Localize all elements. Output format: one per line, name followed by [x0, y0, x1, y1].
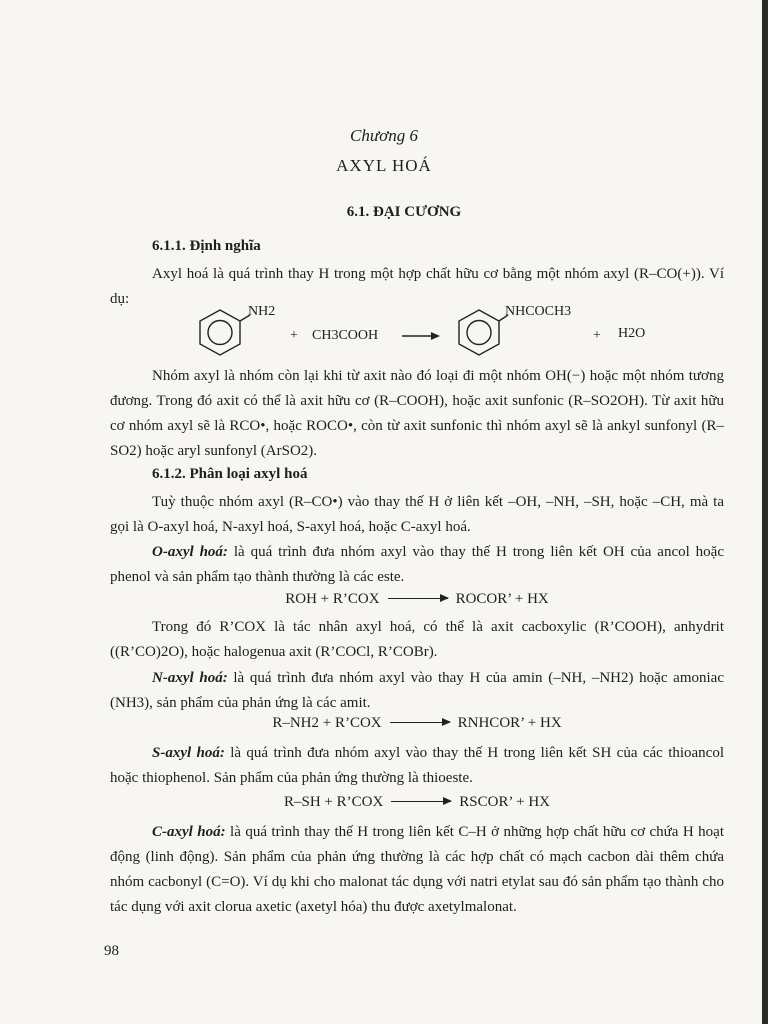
reaction-arrow-icon	[431, 332, 440, 340]
classification-paragraph: Tuỳ thuộc nhóm axyl (R–CO•) vào thay thế H ở liên kết –OH, –NH, –SH, hoặc –CH, mà ta gọi là O-axyl hoá, N-axyl hoá, S-axyl hoá, hoặc C-axyl hoá.	[110, 494, 724, 535]
page-number: 98	[104, 943, 119, 959]
acyl-group-paragraph: Nhóm axyl là nhóm còn lại khi từ axit nào đó loại đi một nhóm OH(−) hoặc một nhóm tương đương. Trong đó axit có thể là axit hữu cơ (R–COOH), hoặc axit sunfonic (R–SO2OH). Từ axit hữu cơ nhóm axyl sẽ là RCO•, hoặc ROCO•, còn từ axit sunfonic thì nhóm axyl sẽ là ankyl sunfonyl (R–SO2) hoặc aryl sunfonyl (ArSO2).	[110, 368, 724, 459]
amine-group: NH2	[248, 304, 276, 319]
plus-sign: +	[290, 328, 298, 343]
o-acylation-paragraph: O-axyl hoá: là quá trình đưa nhóm axyl vào thay thế H trong liên kết OH của ancol hoặc phenol và sản phẩm tạo thành thường là các este.	[110, 544, 724, 585]
arrow-icon	[390, 722, 450, 723]
arrow-icon	[388, 598, 448, 599]
water: H2O	[618, 326, 646, 341]
chapter-label: Chương 6	[350, 126, 418, 145]
c-acylation-term: C-axyl hoá:	[152, 824, 226, 840]
benzene-reactant-icon	[200, 310, 240, 355]
benzene-product-icon	[459, 310, 499, 355]
benzene-product-circle	[467, 321, 491, 345]
o-acylation-equation: ROH + R’COX ROCOR’ + HX	[285, 591, 549, 607]
scan-edge	[762, 0, 768, 1024]
arrow-icon	[391, 801, 451, 802]
s-acylation-term: S-axyl hoá:	[152, 745, 225, 761]
section-heading: 6.1. ĐẠI CƯƠNG	[346, 204, 462, 220]
n-acylation-paragraph: N-axyl hoá: là quá trình đưa nhóm axyl vào thay H của amin (–NH, –NH2) hoặc amoniac (NH3), sản phẩm của phản ứng là các amit.	[110, 670, 724, 711]
subsection-definition: 6.1.1. Định nghĩa	[152, 238, 261, 254]
subsection-classification: 6.1.2. Phân loại axyl hoá	[152, 466, 308, 482]
acylation-reaction	[190, 306, 660, 366]
acetic-acid: CH3COOH	[312, 328, 379, 343]
amide-group: NHCOCH3	[505, 304, 572, 319]
plus-sign-2: +	[593, 328, 601, 343]
benzene-reactant-circle	[208, 321, 232, 345]
c-acylation-paragraph: C-axyl hoá: là quá trình thay thế H trong liên kết C–H ở những hợp chất hữu cơ chứa H hoạt động (linh động). Sản phẩm của phản ứng thường là các hợp chất có mạch cacbon dài thêm chứa nhóm cacbonyl (C=O). Ví dụ khi cho malonat tác dụng với natri etylat sau đó sản phẩm tạo thành cho tác dụng với axit clorua axetic (axetyl hóa) thu được axetylmalonat.	[110, 824, 724, 915]
s-acylation-paragraph: S-axyl hoá: là quá trình đưa nhóm axyl vào thay thế H trong liên kết SH của các thioancol hoặc thiophenol. Sản phẩm của phản ứng thường là thioeste.	[110, 745, 725, 786]
o-acylation-term: O-axyl hoá:	[152, 544, 228, 560]
definition-text: Axyl hoá là quá trình thay H trong một hợp chất hữu cơ bằng một nhóm axyl (R–CO(+)). Ví dụ:	[110, 266, 724, 307]
acylating-agent-paragraph: Trong đó R’COX là tác nhân axyl hoá, có thể là axit cacboxylic (R’COOH), anhydrit ((R’CO)2O), hoặc halogenua axit (R’COCl, R’COBr).	[110, 619, 724, 660]
n-acylation-term: N-axyl hoá:	[152, 670, 228, 686]
s-acylation-equation: R–SH + R’COX RSCOR’ + HX	[283, 794, 550, 810]
definition-paragraph	[110, 262, 724, 312]
chapter-title: AXYL HOÁ	[336, 156, 432, 175]
n-acylation-equation: R–NH2 + R’COX RNHCOR’ + HX	[272, 715, 562, 731]
